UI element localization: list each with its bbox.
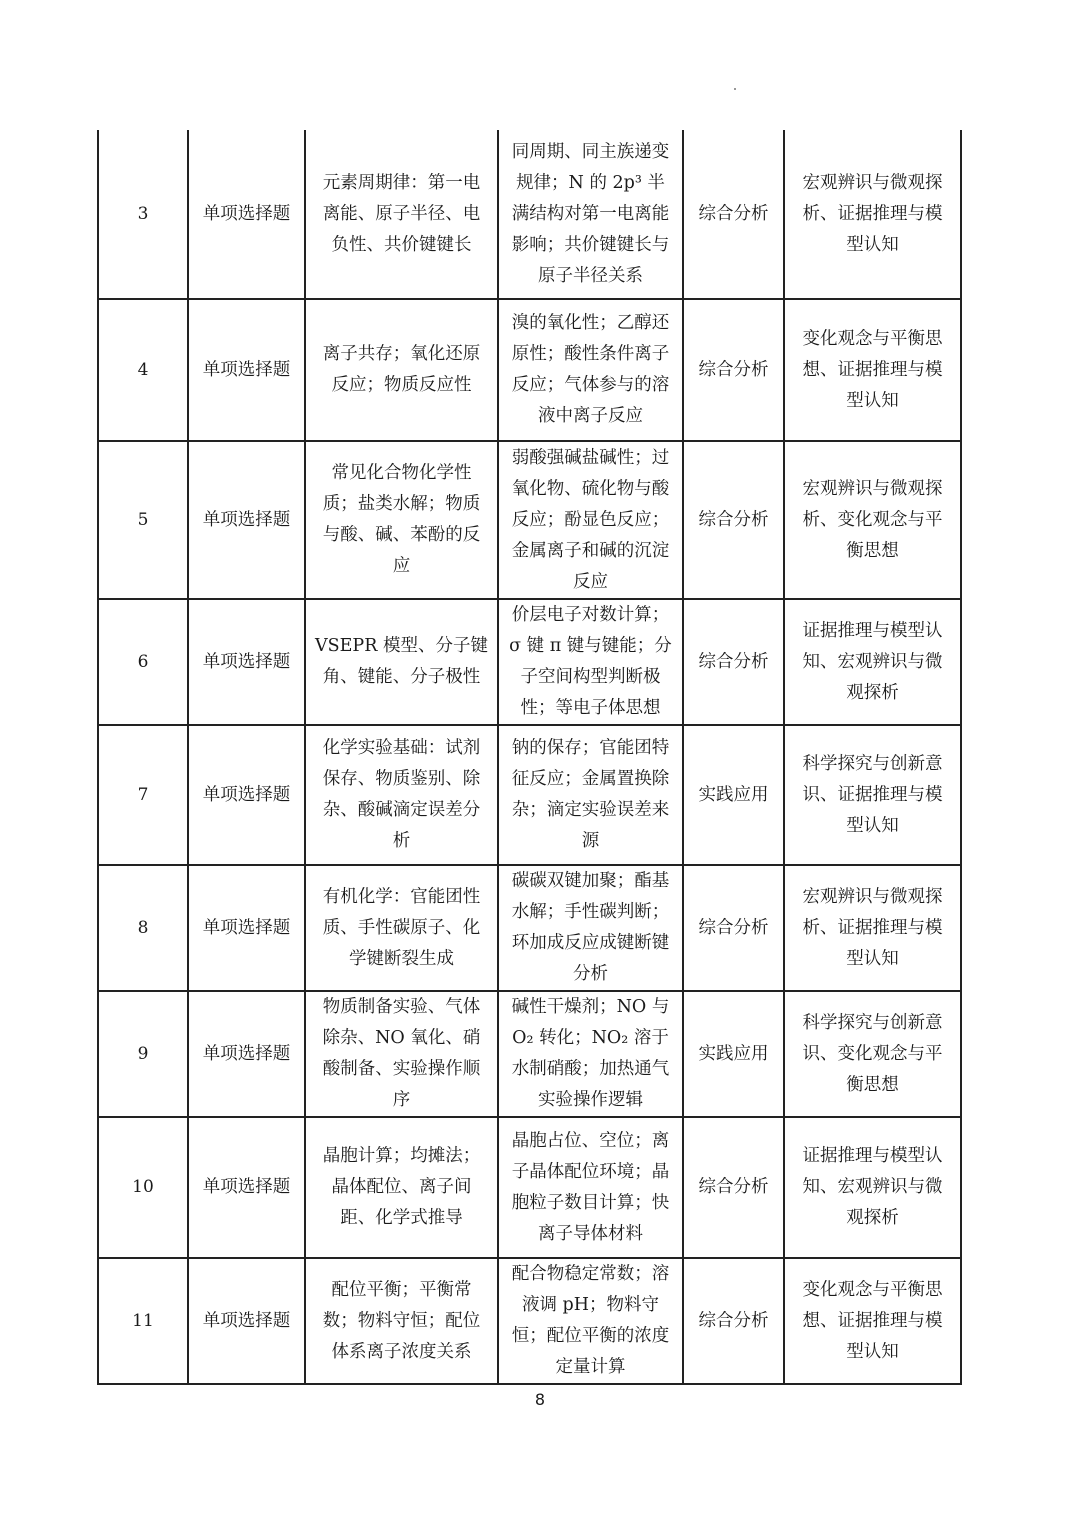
ability-level: 综合分析: [683, 865, 784, 991]
page-dot: [734, 88, 736, 90]
ability-level: 综合分析: [683, 599, 784, 725]
core-literacy: 变化观念与平衡思想、证据推理与模型认知: [784, 1258, 961, 1384]
table-row: [98, 299, 961, 441]
page-number: 8: [534, 1390, 546, 1409]
table-row: [98, 865, 961, 991]
ability-level: 综合分析: [683, 1117, 784, 1258]
core-literacy: 证据推理与模型认知、宏观辨识与微观探析: [784, 1117, 961, 1258]
ability-level: 综合分析: [683, 299, 784, 441]
knowledge-points: 弱酸强碱盐碱性；过氧化物、硫化物与酸反应；酚显色反应；金属离子和碱的沉淀反应: [498, 441, 683, 599]
knowledge-points: 同周期、同主族递变规律；N 的 2p³ 半满结构对第一电离能影响；共价键键长与原子半径关系: [498, 130, 683, 299]
test-content: 晶胞计算；均摊法；晶体配位、离子间距、化学式推导: [305, 1117, 498, 1258]
core-literacy: 宏观辨识与微观探析、证据推理与模型认知: [784, 865, 961, 991]
test-content: VSEPR 模型、分子键角、键能、分子极性: [305, 599, 498, 725]
table-row: [98, 599, 961, 725]
ability-level: 综合分析: [683, 1258, 784, 1384]
knowledge-points: 溴的氧化性；乙醇还原性；酸性条件离子反应；气体参与的溶液中离子反应: [498, 299, 683, 441]
question-type: 单项选择题: [188, 299, 305, 441]
knowledge-points: 价层电子对数计算；σ 键 π 键与键能；分子空间构型判断极性；等电子体思想: [498, 599, 683, 725]
test-content: 物质制备实验、气体除杂、NO 氧化、硝酸制备、实验操作顺序: [305, 991, 498, 1117]
test-content: 常见化合物化学性质；盐类水解；物质与酸、碱、苯酚的反应: [305, 441, 498, 599]
question-type: 单项选择题: [188, 725, 305, 865]
question-number: 6: [98, 599, 188, 725]
question-type: 单项选择题: [188, 1258, 305, 1384]
knowledge-points: 碱性干燥剂；NO 与 O₂ 转化；NO₂ 溶于水制硝酸；加热通气实验操作逻辑: [498, 991, 683, 1117]
table-row: [98, 725, 961, 865]
question-number: 3: [98, 130, 188, 299]
test-content: 化学实验基础：试剂保存、物质鉴别、除杂、酸碱滴定误差分析: [305, 725, 498, 865]
question-number: 4: [98, 299, 188, 441]
question-type: 单项选择题: [188, 441, 305, 599]
question-number: 7: [98, 725, 188, 865]
ability-level: 综合分析: [683, 130, 784, 299]
test-content: 有机化学：官能团性质、手性碳原子、化学键断裂生成: [305, 865, 498, 991]
test-content: 元素周期律：第一电离能、原子半径、电负性、共价键键长: [305, 130, 498, 299]
exam-spec-table: [97, 130, 962, 1385]
table-row: [98, 1117, 961, 1258]
table-row: [98, 130, 961, 299]
table-row: [98, 1258, 961, 1384]
question-type: 单项选择题: [188, 1117, 305, 1258]
question-type: 单项选择题: [188, 130, 305, 299]
core-literacy: 科学探究与创新意识、证据推理与模型认知: [784, 725, 961, 865]
test-content: 配位平衡；平衡常数；物料守恒；配位体系离子浓度关系: [305, 1258, 498, 1384]
question-type: 单项选择题: [188, 991, 305, 1117]
test-content: 离子共存；氧化还原反应；物质反应性: [305, 299, 498, 441]
core-literacy: 宏观辨识与微观探析、证据推理与模型认知: [784, 130, 961, 299]
question-type: 单项选择题: [188, 599, 305, 725]
question-number: 5: [98, 441, 188, 599]
core-literacy: 证据推理与模型认知、宏观辨识与微观探析: [784, 599, 961, 725]
core-literacy: 宏观辨识与微观探析、变化观念与平衡思想: [784, 441, 961, 599]
ability-level: 实践应用: [683, 991, 784, 1117]
ability-level: 实践应用: [683, 725, 784, 865]
ability-level: 综合分析: [683, 441, 784, 599]
question-number: 10: [98, 1117, 188, 1258]
question-type: 单项选择题: [188, 865, 305, 991]
table-row: [98, 991, 961, 1117]
knowledge-points: 钠的保存；官能团特征反应；金属置换除杂；滴定实验误差来源: [498, 725, 683, 865]
core-literacy: 变化观念与平衡思想、证据推理与模型认知: [784, 299, 961, 441]
question-number: 8: [98, 865, 188, 991]
question-number: 11: [98, 1258, 188, 1384]
core-literacy: 科学探究与创新意识、变化观念与平衡思想: [784, 991, 961, 1117]
table-row: [98, 441, 961, 599]
knowledge-points: 配合物稳定常数；溶液调 pH；物料守恒；配位平衡的浓度定量计算: [498, 1258, 683, 1384]
question-number: 9: [98, 991, 188, 1117]
knowledge-points: 碳碳双键加聚；酯基水解；手性碳判断；环加成反应成键断键分析: [498, 865, 683, 991]
knowledge-points: 晶胞占位、空位；离子晶体配位环境；晶胞粒子数目计算；快离子导体材料: [498, 1117, 683, 1258]
